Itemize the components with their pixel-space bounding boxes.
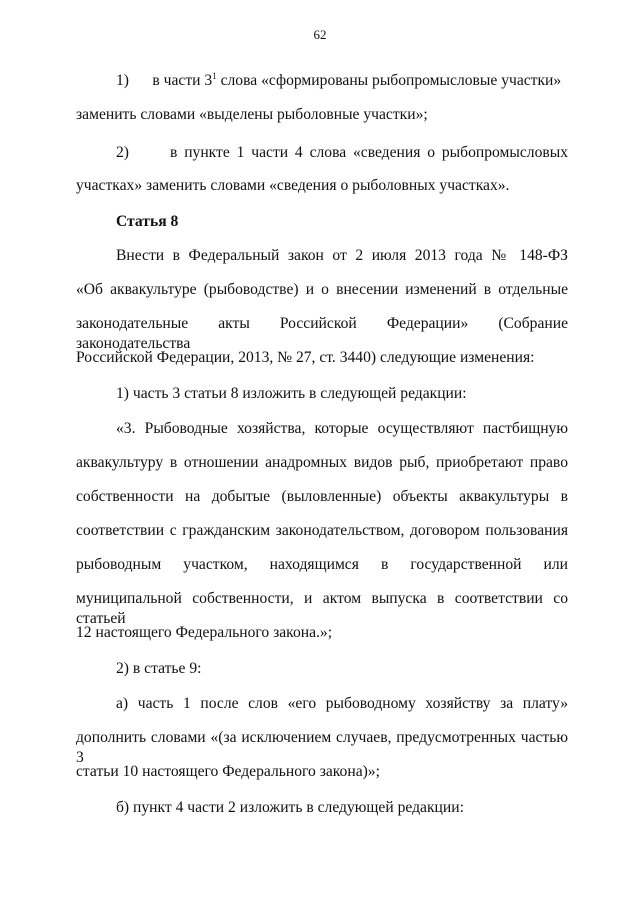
quote-line-2: аквакультуру в отношении анадромных видов рыб, приобретают право xyxy=(76,454,568,471)
quote-line-6: муниципальной собственности, и актом выпуска в соответствии со статьей xyxy=(76,590,568,627)
quote-line-4: соответствии с гражданским законодательством, договором пользования xyxy=(76,522,568,539)
item-1-line-1-start: 1) в части 3 xyxy=(116,72,213,89)
quote-line-1: «3. Рыбоводные хозяйства, которые осуществляют пастбищную xyxy=(116,420,568,437)
amendment-2b: б) пункт 4 части 2 изложить в следующей редакции: xyxy=(116,799,464,816)
amendment-1: 1) часть 3 статьи 8 изложить в следующей редакции: xyxy=(116,385,467,402)
article-intro-line-4: Российской Федерации, 2013, № 27, ст. 3440) следующие изменения: xyxy=(76,349,535,366)
item-1-line-1-end: слова «сформированы рыбопромысловые участки» xyxy=(216,72,562,89)
amendment-2a-line-3: статьи 10 настоящего Федерального закона)»; xyxy=(76,763,380,780)
quote-line-5: рыбоводным участком, находящимся в государственной или xyxy=(76,556,568,573)
amendment-2: 2) в статье 9: xyxy=(116,660,202,677)
article-heading: Статья 8 xyxy=(116,213,179,230)
item-1-line-1 xyxy=(116,71,568,91)
item-1-line-2: заменить словами «выделены рыболовные участки»; xyxy=(76,106,428,123)
article-intro-line-1: Внести в Федеральный закон от 2 июля 2013 года № 148-ФЗ xyxy=(116,247,568,264)
article-intro-line-2: «Об аквакультуре (рыбоводстве) и о внесении изменений в отдельные xyxy=(76,281,568,298)
amendment-2a-line-2: дополнить словами «(за исключением случаев, предусмотренных частью 3 xyxy=(76,729,568,766)
item-2-line-2: участках» заменить словами «сведения о рыболовных участках». xyxy=(76,177,510,194)
article-intro-line-3: законодательные акты Российской Федерации» (Собрание законодательства xyxy=(76,315,568,352)
amendment-2a-line-1: а) часть 1 после слов «его рыбоводному хозяйству за плату» xyxy=(116,695,568,712)
quote-line-3: собственности на добытые (выловленные) объекты аквакультуры в xyxy=(76,488,568,505)
item-1-superscript: 1 xyxy=(212,71,217,81)
item-2-line-1: 2) в пункте 1 части 4 слова «сведения о рыбопромысловых xyxy=(116,144,568,161)
quote-line-7: 12 настоящего Федерального закона.»; xyxy=(76,624,333,641)
page-number: 62 xyxy=(313,27,327,42)
